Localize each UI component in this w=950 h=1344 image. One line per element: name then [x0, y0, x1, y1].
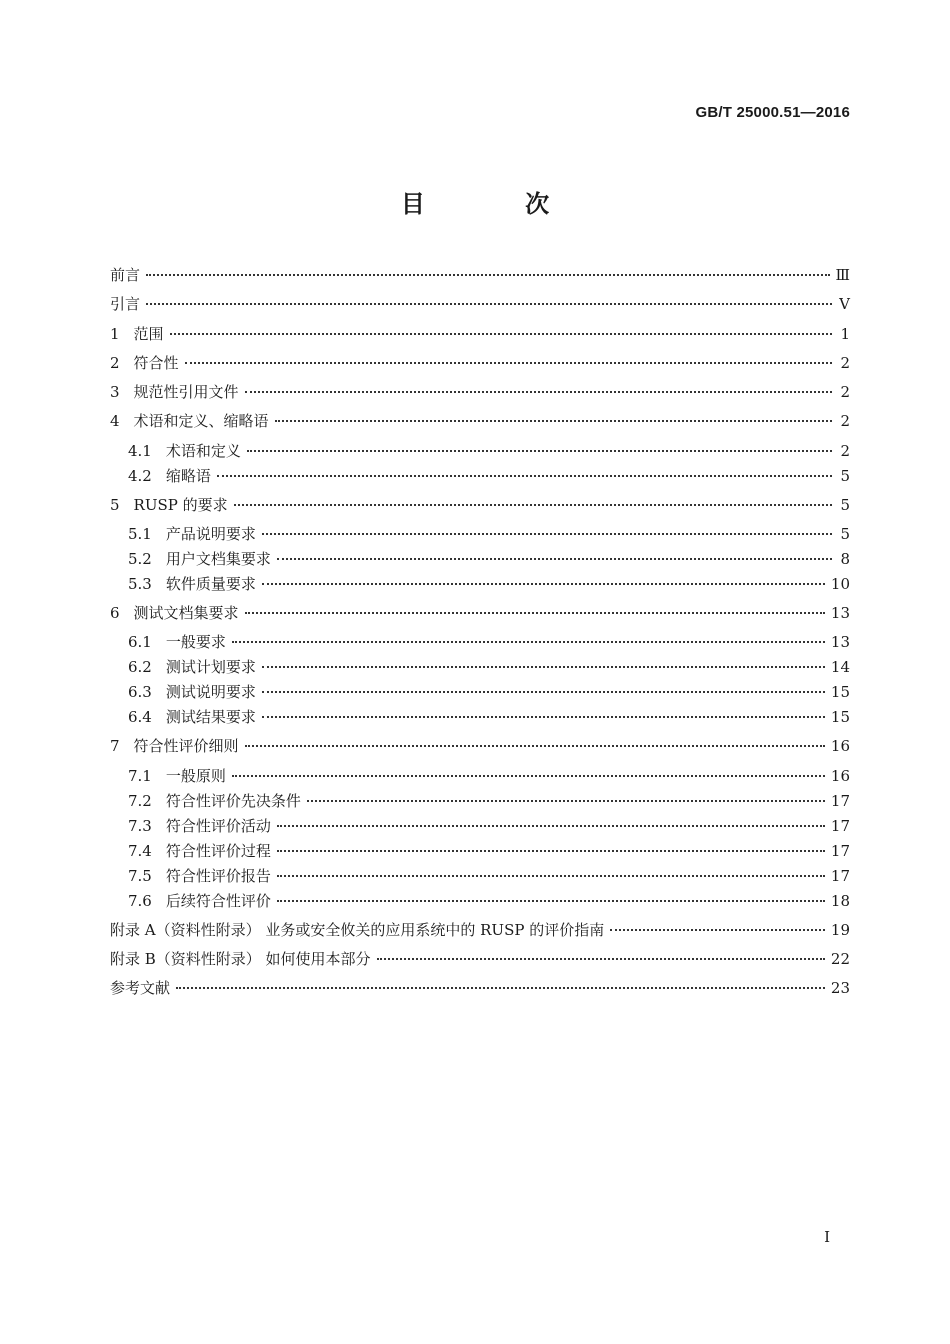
toc-entry[interactable]	[110, 548, 850, 573]
toc-entry[interactable]	[110, 681, 850, 706]
dot-leader	[217, 475, 832, 477]
toc-entry-page: Ⅴ	[839, 295, 850, 314]
toc-entry[interactable]	[110, 264, 850, 293]
toc-entry-page: 5	[840, 525, 850, 544]
toc-entry[interactable]	[110, 865, 850, 890]
toc-entry-title: 测试结果要求	[165, 708, 256, 727]
dot-leader	[232, 775, 825, 777]
toc-entry-page: 17	[830, 866, 850, 885]
toc-entry[interactable]	[110, 890, 850, 915]
toc-entry[interactable]	[110, 323, 850, 352]
dot-leader	[232, 641, 825, 643]
toc-entry[interactable]	[110, 352, 850, 381]
toc-entry-title: RUSP 的要求	[133, 495, 228, 514]
toc-entry-page: 2	[840, 441, 850, 460]
toc-entry-page: 17	[830, 791, 850, 810]
toc-entry[interactable]	[110, 381, 850, 410]
toc-entry[interactable]	[110, 706, 850, 731]
toc-entry-title: 前言	[110, 266, 141, 284]
toc-entry-number: 7.6	[128, 891, 152, 910]
dot-leader	[245, 745, 825, 747]
toc-entry-title: 测试说明要求	[165, 683, 256, 702]
dot-leader	[277, 875, 825, 877]
toc-entry[interactable]	[110, 523, 850, 548]
toc-entry[interactable]	[110, 977, 850, 1006]
toc-entry-page: 22	[830, 949, 850, 968]
toc-entry-number: 5.1	[128, 525, 152, 544]
toc-entry-page: 17	[830, 816, 850, 835]
toc-entry[interactable]	[110, 948, 850, 977]
toc-entry-page: Ⅲ	[835, 266, 850, 284]
standard-code: GB/T 25000.51—2016	[695, 104, 850, 121]
toc-entry-page: 16	[830, 766, 850, 785]
toc-entry-title: 参考文献	[110, 979, 171, 998]
toc-entry[interactable]	[110, 840, 850, 865]
toc-entry-number: 2	[110, 353, 120, 372]
dot-leader	[262, 716, 825, 718]
toc-entry-page: 8	[840, 550, 850, 569]
toc-entry-number: 3	[110, 383, 120, 402]
toc-entry-number: 5.3	[128, 575, 152, 594]
dot-leader	[185, 362, 832, 364]
toc-entry[interactable]	[110, 293, 850, 322]
toc-entry[interactable]	[110, 410, 850, 439]
toc-entry[interactable]	[110, 465, 850, 490]
dot-leader	[277, 825, 825, 827]
toc-entry-page: 5	[840, 495, 850, 514]
dot-leader	[245, 391, 832, 393]
toc-entry[interactable]	[110, 919, 850, 948]
toc-entry[interactable]	[110, 494, 850, 523]
toc-entry-title: 软件质量要求	[165, 575, 256, 594]
toc-entry-title: 规范性引用文件	[133, 383, 239, 402]
dot-leader	[307, 800, 825, 802]
toc-entry-number: 1	[110, 324, 120, 343]
dot-leader	[262, 666, 825, 668]
toc-entry-page: 15	[830, 683, 850, 702]
toc-entry-number: 4.2	[128, 466, 152, 485]
toc-entry-title: 缩略语	[165, 466, 211, 485]
toc-entry-page: 18	[830, 891, 850, 910]
toc-entry-number: 7	[110, 737, 120, 756]
toc-entry-title: 符合性评价活动	[165, 816, 271, 835]
toc-entry-page: 19	[830, 920, 850, 939]
toc-entry-page: 16	[830, 737, 850, 756]
table-of-contents	[110, 264, 850, 1007]
toc-entry-page: 17	[830, 841, 850, 860]
toc-entry-title: 符合性评价细则	[133, 737, 239, 756]
toc-entry-title: 术语和定义	[165, 441, 241, 460]
toc-entry-title: 测试计划要求	[165, 658, 256, 677]
toc-entry-page: 2	[840, 353, 850, 372]
toc-entry-number: 7.3	[128, 816, 152, 835]
toc-entry-title: 一般原则	[165, 766, 226, 785]
toc-entry-number: 6	[110, 604, 120, 623]
toc-entry[interactable]	[110, 573, 850, 598]
dot-leader	[245, 612, 825, 614]
toc-entry-number: 5	[110, 495, 120, 514]
toc-entry-title: 后续符合性评价	[165, 891, 271, 910]
toc-entry[interactable]	[110, 765, 850, 790]
toc-entry-page: 5	[840, 466, 850, 485]
dot-leader	[176, 987, 825, 989]
dot-leader	[262, 533, 832, 535]
toc-entry-title: 附录 A（资料性附录） 业务或安全攸关的应用系统中的 RUSP 的评价指南	[110, 920, 605, 939]
toc-entry-number: 6.2	[128, 658, 152, 677]
toc-entry-number: 7.2	[128, 791, 152, 810]
toc-entry-page: 15	[830, 708, 850, 727]
toc-entry-title: 符合性评价先决条件	[165, 791, 301, 810]
toc-entry[interactable]	[110, 815, 850, 840]
toc-entry-page: 13	[830, 633, 850, 652]
toc-entry[interactable]	[110, 631, 850, 656]
toc-entry-page: 1	[840, 324, 850, 343]
toc-entry-page: 23	[830, 979, 850, 998]
toc-entry[interactable]	[110, 602, 850, 631]
toc-entry-title: 符合性评价报告	[165, 866, 271, 885]
dot-leader	[610, 929, 825, 931]
toc-entry-title: 符合性	[133, 353, 179, 372]
toc-entry-title: 引言	[110, 295, 141, 314]
toc-entry-number: 6.3	[128, 683, 152, 702]
dot-leader	[377, 958, 825, 960]
toc-entry[interactable]	[110, 735, 850, 764]
toc-entry-page: 2	[840, 383, 850, 402]
dot-leader	[262, 691, 825, 693]
dot-leader	[170, 333, 832, 335]
toc-entry-title: 用户文档集要求	[165, 550, 271, 569]
dot-leader	[277, 900, 825, 902]
dot-leader	[146, 303, 832, 305]
toc-entry-number: 7.1	[128, 766, 152, 785]
toc-entry-number: 6.4	[128, 708, 152, 727]
toc-entry-title: 术语和定义、缩略语	[133, 412, 269, 431]
toc-entry-page: 2	[840, 412, 850, 431]
toc-entry[interactable]	[110, 440, 850, 465]
dot-leader	[146, 274, 830, 276]
toc-entry-number: 4	[110, 412, 120, 431]
toc-entry-number: 7.4	[128, 841, 152, 860]
toc-entry-title: 测试文档集要求	[133, 604, 239, 623]
dot-leader	[277, 558, 832, 560]
dot-leader	[262, 583, 825, 585]
toc-entry-title: 一般要求	[165, 633, 226, 652]
toc-entry-title: 范围	[133, 324, 164, 343]
toc-entry[interactable]	[110, 656, 850, 681]
dot-leader	[277, 850, 825, 852]
dot-leader	[247, 450, 832, 452]
toc-entry[interactable]	[110, 790, 850, 815]
page-number: Ⅰ	[824, 1228, 830, 1246]
dot-leader	[234, 504, 832, 506]
toc-entry-page: 10	[830, 575, 850, 594]
dot-leader	[275, 420, 832, 422]
toc-entry-number: 6.1	[128, 633, 152, 652]
toc-entry-title: 符合性评价过程	[165, 841, 271, 860]
toc-entry-number: 7.5	[128, 866, 152, 885]
toc-entry-number: 5.2	[128, 550, 152, 569]
toc-entry-page: 14	[830, 658, 850, 677]
toc-entry-number: 4.1	[128, 441, 152, 460]
toc-entry-page: 13	[830, 604, 850, 623]
toc-entry-title: 附录 B（资料性附录） 如何使用本部分	[110, 949, 371, 968]
toc-title: 目 次	[400, 189, 596, 218]
toc-entry-title: 产品说明要求	[165, 525, 256, 544]
